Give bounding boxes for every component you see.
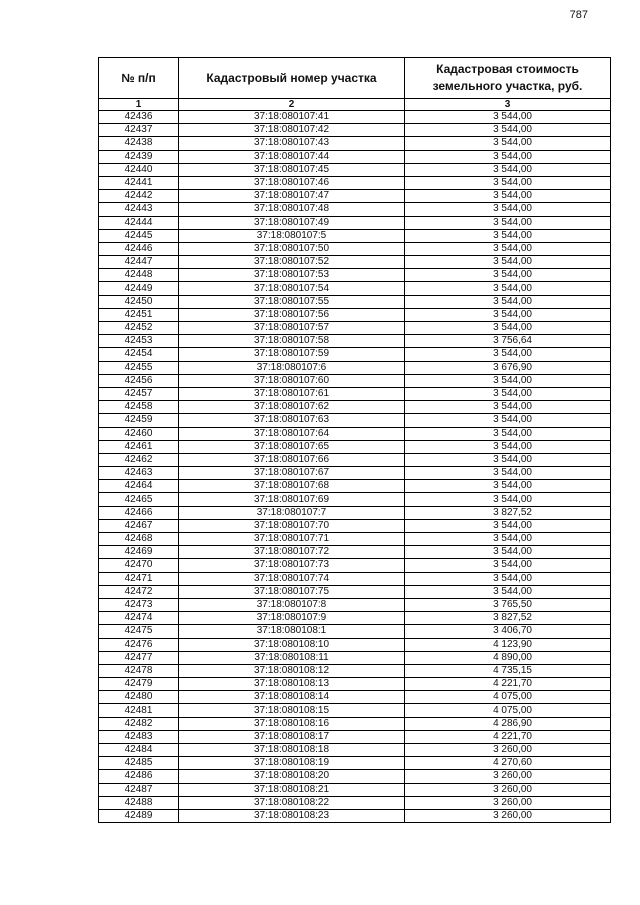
table-row (99, 598, 611, 611)
row-number: 42488 (99, 796, 179, 809)
cadastral-number: 37:18:080107:8 (179, 598, 405, 611)
cadastral-value: 4 286,90 (405, 717, 611, 730)
cadastral-value: 4 890,00 (405, 651, 611, 664)
cadastral-value: 3 756,64 (405, 335, 611, 348)
cadastral-number: 37:18:080107:72 (179, 546, 405, 559)
cadastral-value: 3 544,00 (405, 229, 611, 242)
cadastral-value: 3 827,52 (405, 612, 611, 625)
row-number: 42486 (99, 770, 179, 783)
cadastral-number: 37:18:080107:46 (179, 176, 405, 189)
cadastral-number: 37:18:080107:43 (179, 137, 405, 150)
cadastral-number: 37:18:080107:6 (179, 361, 405, 374)
header-cadastral-value: Кадастровая стоимость земельного участка, руб. (405, 58, 611, 99)
row-number: 42463 (99, 467, 179, 480)
cadastral-value: 3 544,00 (405, 216, 611, 229)
row-number: 42469 (99, 546, 179, 559)
cadastral-value: 3 544,00 (405, 137, 611, 150)
row-number: 42489 (99, 809, 179, 822)
cadastral-number: 37:18:080108:23 (179, 809, 405, 822)
row-number: 42458 (99, 401, 179, 414)
cadastral-value: 3 544,00 (405, 282, 611, 295)
table-row (99, 163, 611, 176)
cadastral-number: 37:18:080108:16 (179, 717, 405, 730)
cadastral-number: 37:18:080107:54 (179, 282, 405, 295)
column-number-3: 3 (405, 99, 611, 111)
table-row (99, 229, 611, 242)
row-number: 42474 (99, 612, 179, 625)
cadastral-number: 37:18:080107:58 (179, 335, 405, 348)
row-number: 42484 (99, 744, 179, 757)
cadastral-number: 37:18:080108:1 (179, 625, 405, 638)
cadastral-number: 37:18:080108:19 (179, 757, 405, 770)
row-number: 42468 (99, 533, 179, 546)
cadastral-number: 37:18:080108:11 (179, 651, 405, 664)
cadastral-number: 37:18:080108:21 (179, 783, 405, 796)
cadastral-number: 37:18:080107:69 (179, 493, 405, 506)
table-row (99, 242, 611, 255)
table-row (99, 506, 611, 519)
table-row (99, 282, 611, 295)
cadastral-number: 37:18:080107:55 (179, 295, 405, 308)
cadastral-number: 37:18:080107:56 (179, 308, 405, 321)
table-row (99, 374, 611, 387)
table-row (99, 308, 611, 321)
table-row (99, 612, 611, 625)
table-row (99, 111, 611, 124)
table-row (99, 440, 611, 453)
row-number: 42447 (99, 256, 179, 269)
cadastral-value: 3 544,00 (405, 203, 611, 216)
cadastral-value: 3 544,00 (405, 150, 611, 163)
row-number: 42442 (99, 190, 179, 203)
cadastral-value: 3 544,00 (405, 256, 611, 269)
table-row (99, 783, 611, 796)
row-number: 42482 (99, 717, 179, 730)
row-number: 42454 (99, 348, 179, 361)
table-row (99, 651, 611, 664)
row-number: 42479 (99, 678, 179, 691)
cadastral-number: 37:18:080107:48 (179, 203, 405, 216)
cadastral-number: 37:18:080107:44 (179, 150, 405, 163)
cadastral-value: 3 544,00 (405, 546, 611, 559)
table-row (99, 427, 611, 440)
table-row (99, 348, 611, 361)
cadastral-value: 3 544,00 (405, 453, 611, 466)
cadastral-value: 3 544,00 (405, 493, 611, 506)
row-number: 42438 (99, 137, 179, 150)
row-number: 42471 (99, 572, 179, 585)
table-row (99, 638, 611, 651)
cadastral-number: 37:18:080107:63 (179, 414, 405, 427)
cadastral-value: 3 544,00 (405, 414, 611, 427)
row-number: 42467 (99, 519, 179, 532)
table-row (99, 717, 611, 730)
cadastral-value: 3 260,00 (405, 796, 611, 809)
row-number: 42439 (99, 150, 179, 163)
cadastral-value: 3 544,00 (405, 467, 611, 480)
table-row (99, 322, 611, 335)
cadastral-number: 37:18:080108:15 (179, 704, 405, 717)
cadastral-value: 3 544,00 (405, 111, 611, 124)
cadastral-value: 3 544,00 (405, 269, 611, 282)
row-number: 42453 (99, 335, 179, 348)
row-number: 42461 (99, 440, 179, 453)
table-row (99, 150, 611, 163)
cadastral-value: 3 544,00 (405, 559, 611, 572)
row-number: 42465 (99, 493, 179, 506)
cadastral-value: 3 260,00 (405, 809, 611, 822)
table-row (99, 493, 611, 506)
cadastral-number: 37:18:080107:74 (179, 572, 405, 585)
cadastral-number: 37:18:080107:52 (179, 256, 405, 269)
cadastral-number: 37:18:080107:42 (179, 124, 405, 137)
cadastral-value: 3 544,00 (405, 480, 611, 493)
table-row (99, 203, 611, 216)
cadastral-value: 3 544,00 (405, 308, 611, 321)
cadastral-value: 4 221,70 (405, 678, 611, 691)
cadastral-number: 37:18:080108:10 (179, 638, 405, 651)
row-number: 42480 (99, 691, 179, 704)
table-row (99, 480, 611, 493)
cadastral-value-table (98, 57, 611, 823)
cadastral-value: 3 544,00 (405, 519, 611, 532)
row-number: 42485 (99, 757, 179, 770)
cadastral-number: 37:18:080107:59 (179, 348, 405, 361)
row-number: 42472 (99, 585, 179, 598)
row-number: 42444 (99, 216, 179, 229)
page-number: 787 (569, 9, 588, 21)
cadastral-value: 3 544,00 (405, 440, 611, 453)
row-number: 42437 (99, 124, 179, 137)
cadastral-number: 37:18:080108:17 (179, 730, 405, 743)
cadastral-number: 37:18:080107:53 (179, 269, 405, 282)
row-number: 42445 (99, 229, 179, 242)
cadastral-number: 37:18:080108:22 (179, 796, 405, 809)
row-number: 42448 (99, 269, 179, 282)
row-number: 42441 (99, 176, 179, 189)
cadastral-number: 37:18:080107:67 (179, 467, 405, 480)
row-number: 42449 (99, 282, 179, 295)
table-row (99, 401, 611, 414)
table-row (99, 216, 611, 229)
table-row (99, 361, 611, 374)
cadastral-number: 37:18:080107:71 (179, 533, 405, 546)
cadastral-value: 3 544,00 (405, 533, 611, 546)
row-number: 42470 (99, 559, 179, 572)
cadastral-value: 4 735,15 (405, 664, 611, 677)
cadastral-value: 3 260,00 (405, 744, 611, 757)
cadastral-number: 37:18:080107:66 (179, 453, 405, 466)
cadastral-number: 37:18:080108:12 (179, 664, 405, 677)
cadastral-value: 3 544,00 (405, 176, 611, 189)
table-row (99, 678, 611, 691)
header-cadastral-number: Кадастровый номер участка (179, 58, 405, 99)
cadastral-number: 37:18:080108:13 (179, 678, 405, 691)
table-body (99, 111, 611, 823)
cadastral-value: 3 544,00 (405, 572, 611, 585)
cadastral-number: 37:18:080108:14 (179, 691, 405, 704)
table-row (99, 730, 611, 743)
row-number: 42436 (99, 111, 179, 124)
row-number: 42443 (99, 203, 179, 216)
cadastral-value: 3 406,70 (405, 625, 611, 638)
table-row (99, 559, 611, 572)
cadastral-value: 3 676,90 (405, 361, 611, 374)
cadastral-number: 37:18:080107:7 (179, 506, 405, 519)
cadastral-number: 37:18:080107:65 (179, 440, 405, 453)
cadastral-value: 3 260,00 (405, 770, 611, 783)
column-number-2: 2 (179, 99, 405, 111)
cadastral-number: 37:18:080107:45 (179, 163, 405, 176)
cadastral-number: 37:18:080108:18 (179, 744, 405, 757)
cadastral-number: 37:18:080107:68 (179, 480, 405, 493)
row-number: 42462 (99, 453, 179, 466)
column-number-row (99, 99, 611, 111)
table-row (99, 744, 611, 757)
cadastral-number: 37:18:080107:5 (179, 229, 405, 242)
cadastral-number: 37:18:080107:61 (179, 387, 405, 400)
cadastral-number: 37:18:080107:70 (179, 519, 405, 532)
row-number: 42457 (99, 387, 179, 400)
cadastral-number: 37:18:080107:57 (179, 322, 405, 335)
cadastral-value: 3 544,00 (405, 585, 611, 598)
cadastral-value: 3 544,00 (405, 387, 611, 400)
cadastral-number: 37:18:080107:47 (179, 190, 405, 203)
cadastral-number: 37:18:080107:49 (179, 216, 405, 229)
cadastral-value: 3 544,00 (405, 124, 611, 137)
row-number: 42483 (99, 730, 179, 743)
cadastral-value: 4 075,00 (405, 691, 611, 704)
table-row (99, 414, 611, 427)
cadastral-value: 3 544,00 (405, 374, 611, 387)
table-row (99, 533, 611, 546)
row-number: 42460 (99, 427, 179, 440)
table-row (99, 453, 611, 466)
table-row (99, 256, 611, 269)
cadastral-value: 4 221,70 (405, 730, 611, 743)
table-row (99, 190, 611, 203)
row-number: 42459 (99, 414, 179, 427)
cadastral-value: 3 544,00 (405, 401, 611, 414)
row-number: 42477 (99, 651, 179, 664)
row-number: 42452 (99, 322, 179, 335)
cadastral-value: 3 544,00 (405, 163, 611, 176)
cadastral-number: 37:18:080107:62 (179, 401, 405, 414)
row-number: 42464 (99, 480, 179, 493)
table-row (99, 467, 611, 480)
cadastral-value: 4 123,90 (405, 638, 611, 651)
table-row (99, 335, 611, 348)
row-number: 42466 (99, 506, 179, 519)
row-number: 42446 (99, 242, 179, 255)
cadastral-number: 37:18:080107:75 (179, 585, 405, 598)
cadastral-value: 3 544,00 (405, 348, 611, 361)
row-number: 42451 (99, 308, 179, 321)
table-row (99, 809, 611, 822)
cadastral-value: 3 544,00 (405, 427, 611, 440)
row-number: 42440 (99, 163, 179, 176)
cadastral-value: 3 544,00 (405, 295, 611, 308)
header-number: № п/п (99, 58, 179, 99)
table-row (99, 664, 611, 677)
cadastral-number: 37:18:080107:73 (179, 559, 405, 572)
table-row (99, 691, 611, 704)
cadastral-value: 3 544,00 (405, 190, 611, 203)
table-row (99, 295, 611, 308)
cadastral-value: 3 827,52 (405, 506, 611, 519)
table-row (99, 124, 611, 137)
cadastral-number: 37:18:080107:64 (179, 427, 405, 440)
table-row (99, 137, 611, 150)
row-number: 42450 (99, 295, 179, 308)
table-row (99, 704, 611, 717)
header-row (99, 58, 611, 99)
cadastral-value: 3 544,00 (405, 242, 611, 255)
cadastral-number: 37:18:080107:9 (179, 612, 405, 625)
row-number: 42487 (99, 783, 179, 796)
cadastral-number: 37:18:080108:20 (179, 770, 405, 783)
row-number: 42456 (99, 374, 179, 387)
table-row (99, 757, 611, 770)
table-row (99, 572, 611, 585)
row-number: 42455 (99, 361, 179, 374)
row-number: 42481 (99, 704, 179, 717)
table-row (99, 176, 611, 189)
table-row (99, 519, 611, 532)
table-row (99, 546, 611, 559)
row-number: 42476 (99, 638, 179, 651)
table-row (99, 796, 611, 809)
table-row (99, 770, 611, 783)
cadastral-value: 3 260,00 (405, 783, 611, 796)
cadastral-value: 3 544,00 (405, 322, 611, 335)
cadastral-number: 37:18:080107:50 (179, 242, 405, 255)
cadastral-number: 37:18:080107:41 (179, 111, 405, 124)
table-row (99, 269, 611, 282)
cadastral-value: 3 765,50 (405, 598, 611, 611)
cadastral-number: 37:18:080107:60 (179, 374, 405, 387)
row-number: 42475 (99, 625, 179, 638)
row-number: 42473 (99, 598, 179, 611)
row-number: 42478 (99, 664, 179, 677)
table-row (99, 585, 611, 598)
cadastral-value: 4 075,00 (405, 704, 611, 717)
table-row (99, 387, 611, 400)
table-row (99, 625, 611, 638)
column-number-1: 1 (99, 99, 179, 111)
cadastral-value: 4 270,60 (405, 757, 611, 770)
